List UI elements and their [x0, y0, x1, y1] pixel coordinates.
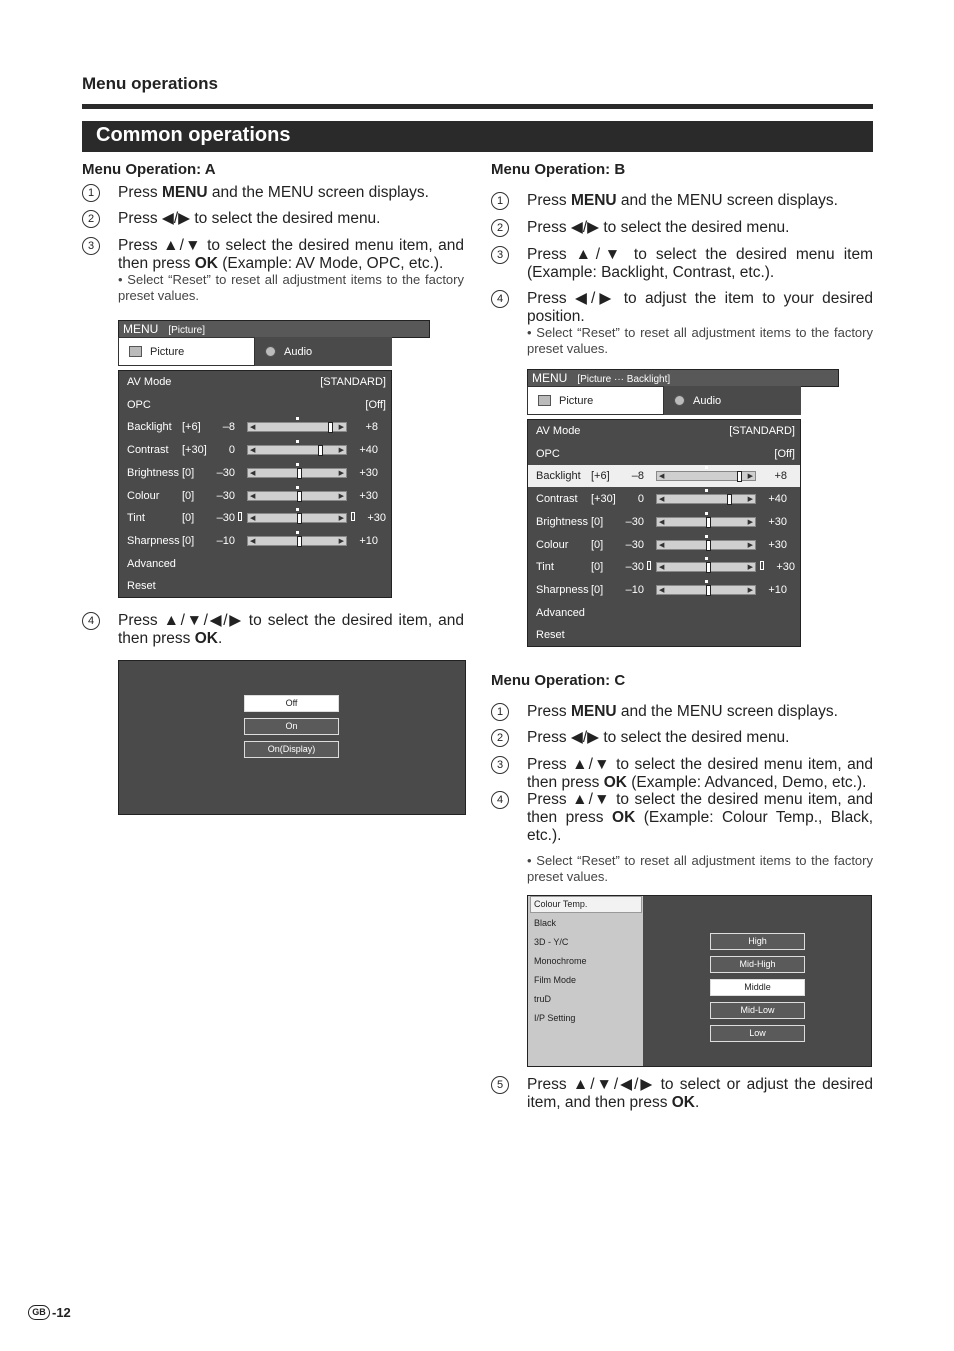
row-value: [Off]	[365, 398, 386, 411]
settings-panel	[118, 370, 392, 598]
page-number: -12	[52, 1305, 71, 1320]
menu-row-colour[interactable]	[119, 485, 391, 507]
right-arrow-icon: ▶	[747, 496, 753, 504]
option-mid-high[interactable]: Mid-High	[710, 956, 805, 973]
row-label: Brightness	[536, 515, 588, 528]
gb-badge: GB	[28, 1305, 50, 1320]
row-bracket-value: [+30]	[591, 493, 616, 506]
picture-icon	[129, 346, 142, 357]
page-footer	[28, 1305, 71, 1320]
note-op-a: • Select “Reset” to reset all adjustment items to the factory preset values.	[118, 272, 464, 303]
menu-row-opc[interactable]	[528, 443, 800, 465]
tab-label: Audio	[284, 345, 313, 358]
slider-center-mark	[296, 508, 299, 511]
left-arrow-icon: ◀	[659, 586, 665, 594]
side-item-monochrome[interactable]: Monochrome	[534, 956, 587, 966]
note-op-c: • Select “Reset” to reset all adjustment items to the factory preset values.	[527, 853, 873, 884]
slider-center-mark	[705, 535, 708, 538]
step-number: 5	[491, 1076, 509, 1094]
slider-min-label: –8	[631, 470, 644, 483]
row-bracket-value: [0]	[591, 561, 604, 574]
step-number: 4	[491, 791, 509, 809]
slider-max-label: +8	[365, 421, 378, 434]
right-arrow-icon: ▶	[338, 537, 344, 545]
slider-max-label: +30	[359, 489, 378, 502]
side-item-film-mode[interactable]: Film Mode	[534, 975, 577, 985]
menu-row-advanced[interactable]	[119, 553, 391, 575]
slider-knob[interactable]	[727, 494, 732, 505]
slider-brightness[interactable]	[247, 468, 347, 478]
step-number: 4	[491, 290, 509, 308]
right-arrow-icon: ▶	[338, 492, 344, 500]
menu-row-brightness[interactable]	[528, 511, 800, 533]
slider-backlight[interactable]	[247, 422, 347, 432]
audio-icon	[265, 346, 276, 357]
row-label: OPC	[536, 447, 560, 460]
tab-label: Picture	[150, 345, 185, 358]
menu-row-tint[interactable]	[528, 556, 800, 578]
menu-row-sharpness[interactable]	[528, 579, 800, 601]
step-number: 1	[491, 703, 509, 721]
step-text: Press ▲/▼ to select the desired menu item (Example: Backlight, Contrast, etc.).	[527, 246, 873, 281]
settings-panel	[527, 419, 801, 647]
slider-max-label: +30	[768, 515, 787, 528]
right-arrow-icon: ▶	[338, 469, 344, 477]
menu-bar-label: MENU	[123, 322, 159, 336]
slider-min-label: –30	[625, 561, 644, 574]
menu-row-reset[interactable]	[119, 575, 391, 597]
step-number: 1	[82, 184, 100, 202]
advanced-menu-screen	[527, 895, 872, 1067]
slider-knob[interactable]	[297, 536, 302, 547]
right-arrow-icon: ▶	[338, 515, 344, 523]
slider-knob[interactable]	[706, 585, 711, 596]
slider-colour[interactable]	[247, 491, 347, 501]
slider-min-label: –30	[216, 512, 235, 525]
slider-min-label: –10	[216, 534, 235, 547]
side-item-black[interactable]: Black	[534, 918, 557, 928]
slider-max-label: +30	[359, 466, 378, 479]
row-label: Contrast	[536, 493, 578, 506]
left-arrow-icon: ◀	[659, 564, 665, 572]
slider-max-label: +10	[359, 534, 378, 547]
option-mid-low[interactable]: Mid-Low	[710, 1002, 805, 1019]
row-label: Brightness	[127, 466, 179, 479]
slider-center-mark	[705, 489, 708, 492]
slider-max-label: +30	[367, 512, 386, 525]
slider-min-label: –8	[222, 421, 235, 434]
step-text: Press ▲/▼ to select the desired menu item, and then press OK (Example: AV Mode, OPC, etc.).	[118, 237, 464, 272]
slider-min-label: –10	[625, 583, 644, 596]
row-value: [Off]	[774, 447, 795, 460]
slider-knob[interactable]	[737, 471, 742, 482]
menu-row-reset[interactable]	[528, 624, 800, 646]
row-label: Sharpness	[536, 583, 589, 596]
step-number: 3	[491, 756, 509, 774]
option-on-display-[interactable]: On(Display)	[244, 741, 339, 758]
row-label: Contrast	[127, 444, 169, 457]
opc-options-screen	[118, 660, 466, 815]
right-arrow-icon: ▶	[747, 518, 753, 526]
tint-right-box	[351, 512, 355, 521]
advanced-side-list	[528, 896, 643, 1066]
audio-icon	[674, 395, 685, 406]
slider-brightness[interactable]	[656, 517, 756, 527]
step-text: Press ▲/▼ to select the desired menu item, and then press OK (Example: Colour Temp., Black, etc.).	[527, 791, 874, 844]
step-text: Press ◀/▶ to select the desired menu.	[527, 729, 790, 746]
side-item-trud[interactable]: truD	[534, 994, 552, 1004]
slider-min-label: –30	[216, 466, 235, 479]
slider-center-mark	[705, 512, 708, 515]
menu-row-av-mode[interactable]	[119, 371, 391, 393]
row-bracket-value: [+6]	[182, 421, 201, 434]
slider-center-mark	[705, 466, 708, 469]
slider-sharpness[interactable]	[656, 585, 756, 595]
slider-center-mark	[296, 417, 299, 420]
slider-knob[interactable]	[328, 422, 333, 433]
step-number: 3	[82, 237, 100, 255]
left-arrow-icon: ◀	[250, 492, 256, 500]
menu-tabs	[527, 386, 801, 415]
picture-icon	[538, 395, 551, 406]
row-label: Colour	[127, 489, 160, 502]
right-arrow-icon: ▶	[338, 424, 344, 432]
step-number: 1	[491, 192, 509, 210]
slider-center-mark	[296, 463, 299, 466]
option-low[interactable]: Low	[710, 1025, 805, 1042]
step-text: Press MENU and the MENU screen displays.	[527, 703, 838, 720]
slider-knob[interactable]	[706, 562, 711, 573]
slider-contrast[interactable]	[247, 445, 347, 455]
menu-bar	[527, 369, 839, 387]
heading-op-b: Menu Operation: B	[491, 161, 626, 178]
menu-row-backlight[interactable]	[119, 416, 391, 438]
slider-center-mark	[705, 557, 708, 560]
left-arrow-icon: ◀	[250, 424, 256, 432]
section-title: Menu operations	[82, 74, 219, 93]
menu-bar	[118, 320, 430, 338]
step-text: Press MENU and the MENU screen displays.	[118, 184, 429, 201]
slider-center-mark	[296, 531, 299, 534]
slider-center-mark	[705, 580, 708, 583]
slider-contrast[interactable]	[656, 494, 756, 504]
slider-sharpness[interactable]	[247, 536, 347, 546]
tint-left-box	[647, 561, 651, 570]
slider-knob[interactable]	[297, 513, 302, 524]
top-rule	[82, 104, 873, 109]
slider-tint[interactable]	[656, 562, 756, 572]
slider-max-label: +8	[774, 470, 787, 483]
right-arrow-icon: ▶	[747, 564, 753, 572]
slider-knob[interactable]	[318, 445, 323, 456]
row-value: [STANDARD]	[729, 425, 795, 437]
menu-breadcrumb: [Picture]	[168, 325, 206, 336]
slider-max-label: +30	[776, 561, 795, 574]
side-item-i-p-setting[interactable]: I/P Setting	[534, 1013, 576, 1023]
left-arrow-icon: ◀	[659, 518, 665, 526]
menu-row-av-mode[interactable]	[528, 420, 800, 442]
step-text: Press ▲/▼/◀/▶ to select or adjust the desired item, and then press OK.	[527, 1076, 873, 1111]
slider-min-label: –30	[625, 538, 644, 551]
tab-picture[interactable]	[118, 337, 255, 366]
left-arrow-icon: ◀	[250, 537, 256, 545]
slider-min-label: –30	[625, 515, 644, 528]
slider-center-mark	[296, 440, 299, 443]
heading-op-a: Menu Operation: A	[82, 161, 216, 178]
heading-op-c: Menu Operation: C	[491, 672, 626, 689]
step-number: 3	[491, 246, 509, 264]
row-bracket-value: [0]	[591, 538, 604, 551]
right-arrow-icon: ▶	[338, 447, 344, 455]
right-arrow-icon: ▶	[747, 541, 753, 549]
menu-tabs	[118, 337, 392, 366]
step-number: 2	[491, 729, 509, 747]
side-item-3d-y-c[interactable]: 3D - Y/C	[534, 937, 569, 947]
row-bracket-value: [0]	[591, 583, 604, 596]
row-value: [STANDARD]	[320, 376, 386, 388]
menu-row-opc[interactable]	[119, 394, 391, 416]
step-text: Press ◀/▶ to select the desired menu.	[527, 219, 790, 236]
tab-audio[interactable]	[255, 337, 392, 366]
menu-row-contrast[interactable]	[528, 488, 800, 510]
slider-colour[interactable]	[656, 540, 756, 550]
menu-row-contrast[interactable]	[119, 439, 391, 461]
tab-audio[interactable]	[664, 386, 801, 415]
row-label: Reset	[536, 629, 565, 642]
row-label: Backlight	[127, 421, 172, 434]
slider-tint[interactable]	[247, 513, 347, 523]
menu-row-backlight[interactable]	[528, 465, 800, 487]
row-bracket-value: [+6]	[591, 470, 610, 483]
menu-row-advanced[interactable]	[528, 602, 800, 624]
row-label: Tint	[127, 512, 145, 525]
row-label: Reset	[127, 580, 156, 593]
slider-center-mark	[296, 486, 299, 489]
left-arrow-icon: ◀	[250, 447, 256, 455]
menu-breadcrumb: [Picture ··· Backlight]	[577, 374, 671, 385]
row-label: AV Mode	[127, 376, 172, 388]
step-number: 4	[82, 612, 100, 630]
row-label: Backlight	[536, 470, 581, 483]
step-number: 2	[82, 210, 100, 228]
slider-min-label: 0	[228, 444, 235, 457]
menu-row-sharpness[interactable]	[119, 530, 391, 552]
left-arrow-icon: ◀	[659, 541, 665, 549]
option-middle[interactable]: Middle	[710, 979, 805, 996]
slider-knob[interactable]	[297, 468, 302, 479]
tab-picture[interactable]	[527, 386, 664, 415]
slider-max-label: +40	[359, 444, 378, 457]
left-arrow-icon: ◀	[659, 496, 665, 504]
menu-row-colour[interactable]	[528, 534, 800, 556]
slider-knob[interactable]	[706, 517, 711, 528]
step-number: 2	[491, 219, 509, 237]
slider-max-label: +40	[768, 493, 787, 506]
row-bracket-value: [0]	[591, 515, 604, 528]
left-arrow-icon: ◀	[659, 473, 665, 481]
slider-max-label: +10	[768, 583, 787, 596]
row-label: AV Mode	[536, 425, 581, 437]
tab-label: Audio	[693, 394, 722, 407]
menu-row-brightness[interactable]	[119, 462, 391, 484]
step-text: Press ▲/▼ to select the desired menu item, and then press OK (Example: Advanced, Demo, etc.).	[527, 756, 873, 791]
row-bracket-value: [0]	[182, 466, 195, 479]
side-item-colour-temp-[interactable]: Colour Temp.	[534, 899, 588, 909]
tint-left-box	[238, 512, 242, 521]
menu-bar-label: MENU	[532, 371, 568, 385]
slider-max-label: +30	[768, 538, 787, 551]
option-high[interactable]: High	[710, 933, 805, 950]
row-bracket-value: [0]	[182, 512, 195, 525]
right-arrow-icon: ▶	[747, 586, 753, 594]
option-off[interactable]: Off	[244, 695, 339, 712]
step-text: Press ◀/▶ to adjust the item to your desired position.	[527, 290, 873, 325]
option-on[interactable]: On	[244, 718, 339, 735]
row-bracket-value: [0]	[182, 534, 195, 547]
row-bracket-value: [+30]	[182, 444, 207, 457]
row-label: Sharpness	[127, 534, 180, 547]
row-bracket-value: [0]	[182, 489, 195, 502]
page-title: Common operations	[82, 121, 873, 152]
slider-knob[interactable]	[706, 540, 711, 551]
right-arrow-icon: ▶	[747, 473, 753, 481]
slider-knob[interactable]	[297, 491, 302, 502]
tint-right-box	[760, 561, 764, 570]
row-label: Colour	[536, 538, 569, 551]
slider-min-label: 0	[637, 493, 644, 506]
step-text: Press MENU and the MENU screen displays.	[527, 192, 838, 209]
left-arrow-icon: ◀	[250, 469, 256, 477]
row-label: Advanced	[536, 606, 585, 619]
slider-min-label: –30	[216, 489, 235, 502]
menu-row-tint[interactable]	[119, 507, 391, 529]
note-op-b: • Select “Reset” to reset all adjustment items to the factory preset values.	[527, 325, 873, 356]
tab-label: Picture	[559, 394, 594, 407]
slider-backlight[interactable]	[656, 471, 756, 481]
left-arrow-icon: ◀	[250, 515, 256, 523]
row-label: Advanced	[127, 557, 176, 570]
step-text: Press ▲/▼/◀/▶ to select the desired item, and then press OK.	[118, 612, 464, 647]
step-text: Press ◀/▶ to select the desired menu.	[118, 210, 381, 227]
row-label: Tint	[536, 561, 554, 574]
row-label: OPC	[127, 398, 151, 411]
